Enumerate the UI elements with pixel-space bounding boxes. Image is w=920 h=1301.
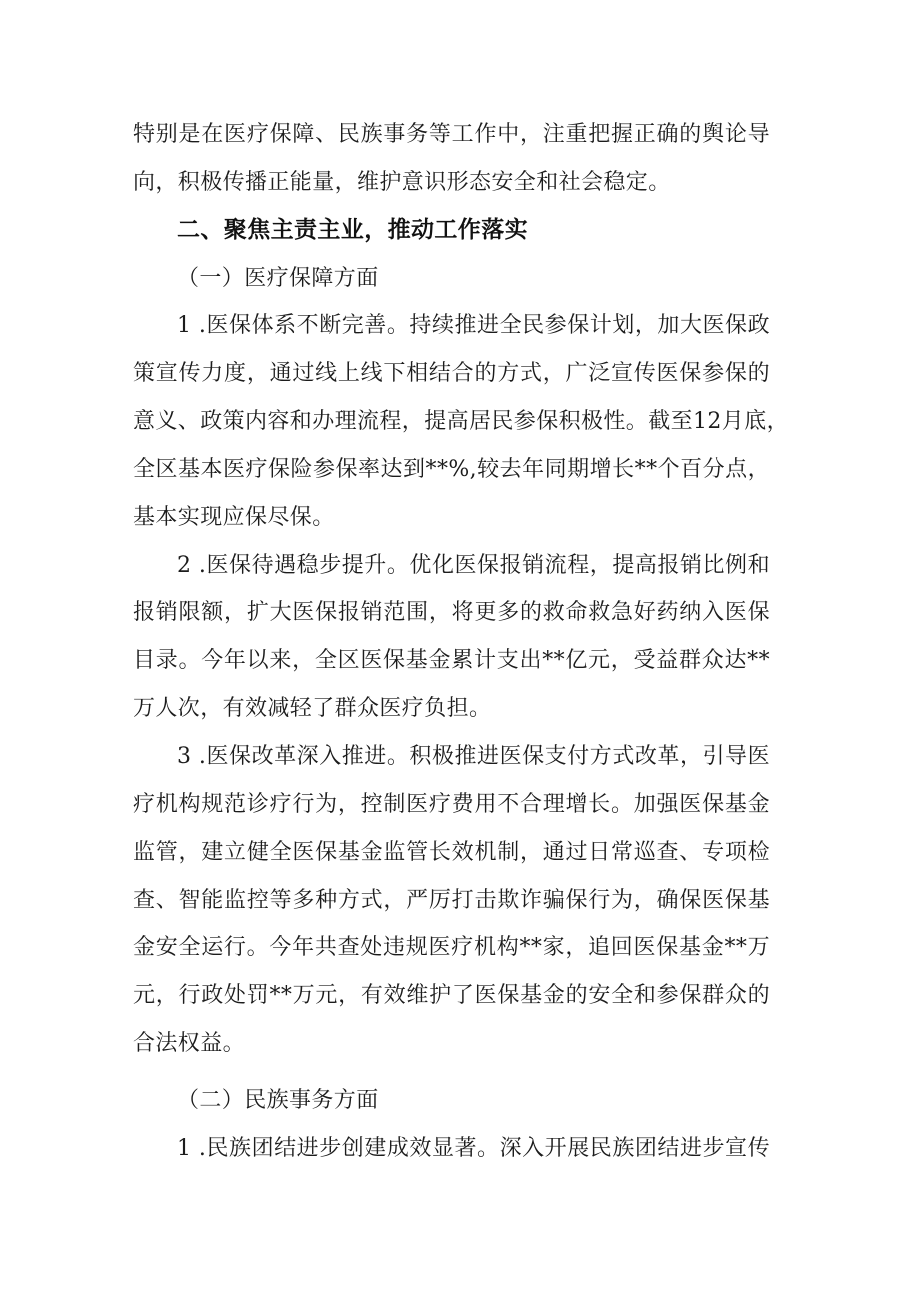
paragraph-line: 1 .民族团结进步创建成效显著。深入开展民族团结进步宣传 — [177, 1135, 770, 1161]
document-page — [133, 111, 789, 1173]
list-item — [133, 542, 770, 733]
paragraph-line: 2 .医保待遇稳步提升。优化医保报销流程，提高报销比例和 — [177, 552, 770, 578]
paragraph-line: 元，行政处罚**万元，有效维护了医保基金的安全和参保群众的 — [133, 983, 770, 1009]
subsection-title: （二）民族事务方面 — [177, 1087, 379, 1113]
paragraph-line: 全区基本医疗保险参保率达到**%,较去年同期增长**个百分点， — [133, 456, 770, 482]
paragraph-line: 3 .医保改革深入推进。积极推进医保支付方式改革，引导医 — [177, 743, 770, 769]
list-item — [133, 302, 789, 541]
paragraph-line: 金安全运行。今年共查处违规医疗机构**家，追回医保基金**万 — [133, 935, 770, 961]
paragraph-line: 特别是在医疗保障、民族事务等工作中，注重把握正确的舆论导 — [133, 122, 770, 147]
subsection-ethnic-affairs — [133, 1077, 770, 1173]
continuation-paragraph — [133, 111, 770, 207]
section-heading: 二、聚焦主责主业，推动工作落实 — [177, 216, 528, 243]
paragraph-line: 基本实现应保尽保。 — [133, 504, 335, 530]
paragraph-line: 监管，建立健全医保基金监管长效机制，通过日常巡查、专项检 — [133, 839, 770, 865]
paragraph-line: 向，积极传播正能量，维护意识形态安全和社会稳定。 — [133, 169, 671, 195]
paragraph-line: 合法权益。 — [133, 1031, 246, 1057]
subsection-title: （一）医疗保障方面 — [177, 265, 379, 291]
paragraph-line: 目录。今年以来，全区医保基金累计支出**亿元，受益群众达** — [133, 648, 770, 674]
paragraph-line: 1 .医保体系不断完善。持续推进全民参保计划，加大医保政 — [177, 313, 770, 339]
paragraph-line: 疗机构规范诊疗行为，控制医疗费用不合理增长。加强医保基金 — [133, 791, 770, 817]
paragraph-line: 查、智能监控等多种方式，严厉打击欺诈骗保行为，确保医保基 — [133, 887, 770, 913]
list-item — [133, 1125, 770, 1173]
subsection-medical-security — [133, 255, 789, 1068]
paragraph-line: 报销限额，扩大医保报销范围，将更多的救命救急好药纳入医保 — [133, 600, 770, 626]
list-item — [133, 733, 770, 1068]
paragraph-line: 意义、政策内容和办理流程，提高居民参保积极性。截至12月底， — [133, 409, 789, 435]
paragraph-line: 策宣传力度，通过线上线下相结合的方式，广泛宣传医保参保的 — [133, 361, 770, 387]
paragraph-line: 万人次，有效减轻了群众医疗负担。 — [133, 696, 492, 722]
